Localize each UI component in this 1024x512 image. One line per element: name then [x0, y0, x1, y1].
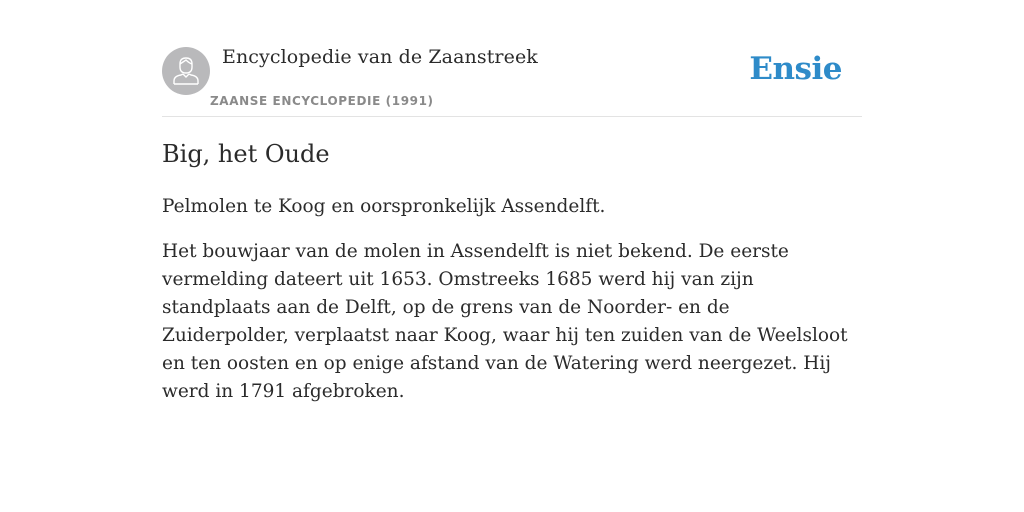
article	[162, 138, 862, 423]
source-subtitle[interactable]: ZAANSE ENCYCLOPEDIE (1991)	[210, 94, 434, 108]
article-title: Big, het Oude	[162, 140, 330, 168]
source-header	[162, 46, 862, 117]
avatar[interactable]	[162, 47, 210, 95]
article-paragraph: Pelmolen te Koog en oorspronkelijk Assendelft.	[162, 196, 606, 217]
user-icon	[173, 56, 199, 86]
brand-logo[interactable]: Ensie	[749, 51, 842, 87]
source-title[interactable]: Encyclopedie van de Zaanstreek	[222, 46, 538, 68]
article-paragraph: Het bouwjaar van de molen in Assendelft is niet bekend. De eerste vermelding dateert uit 1653. Omstreeks 1685 werd hij van zijn standplaats aan de Delft, op de grens van de Noorder- en de Zuiderpolder, verplaatst naar Koog, waar hij ten zuiden van de Weelsloot en ten oosten en op enige afstand van de Watering werd neergezet. Hij werd in 1791 afgebroken.	[162, 241, 848, 402]
